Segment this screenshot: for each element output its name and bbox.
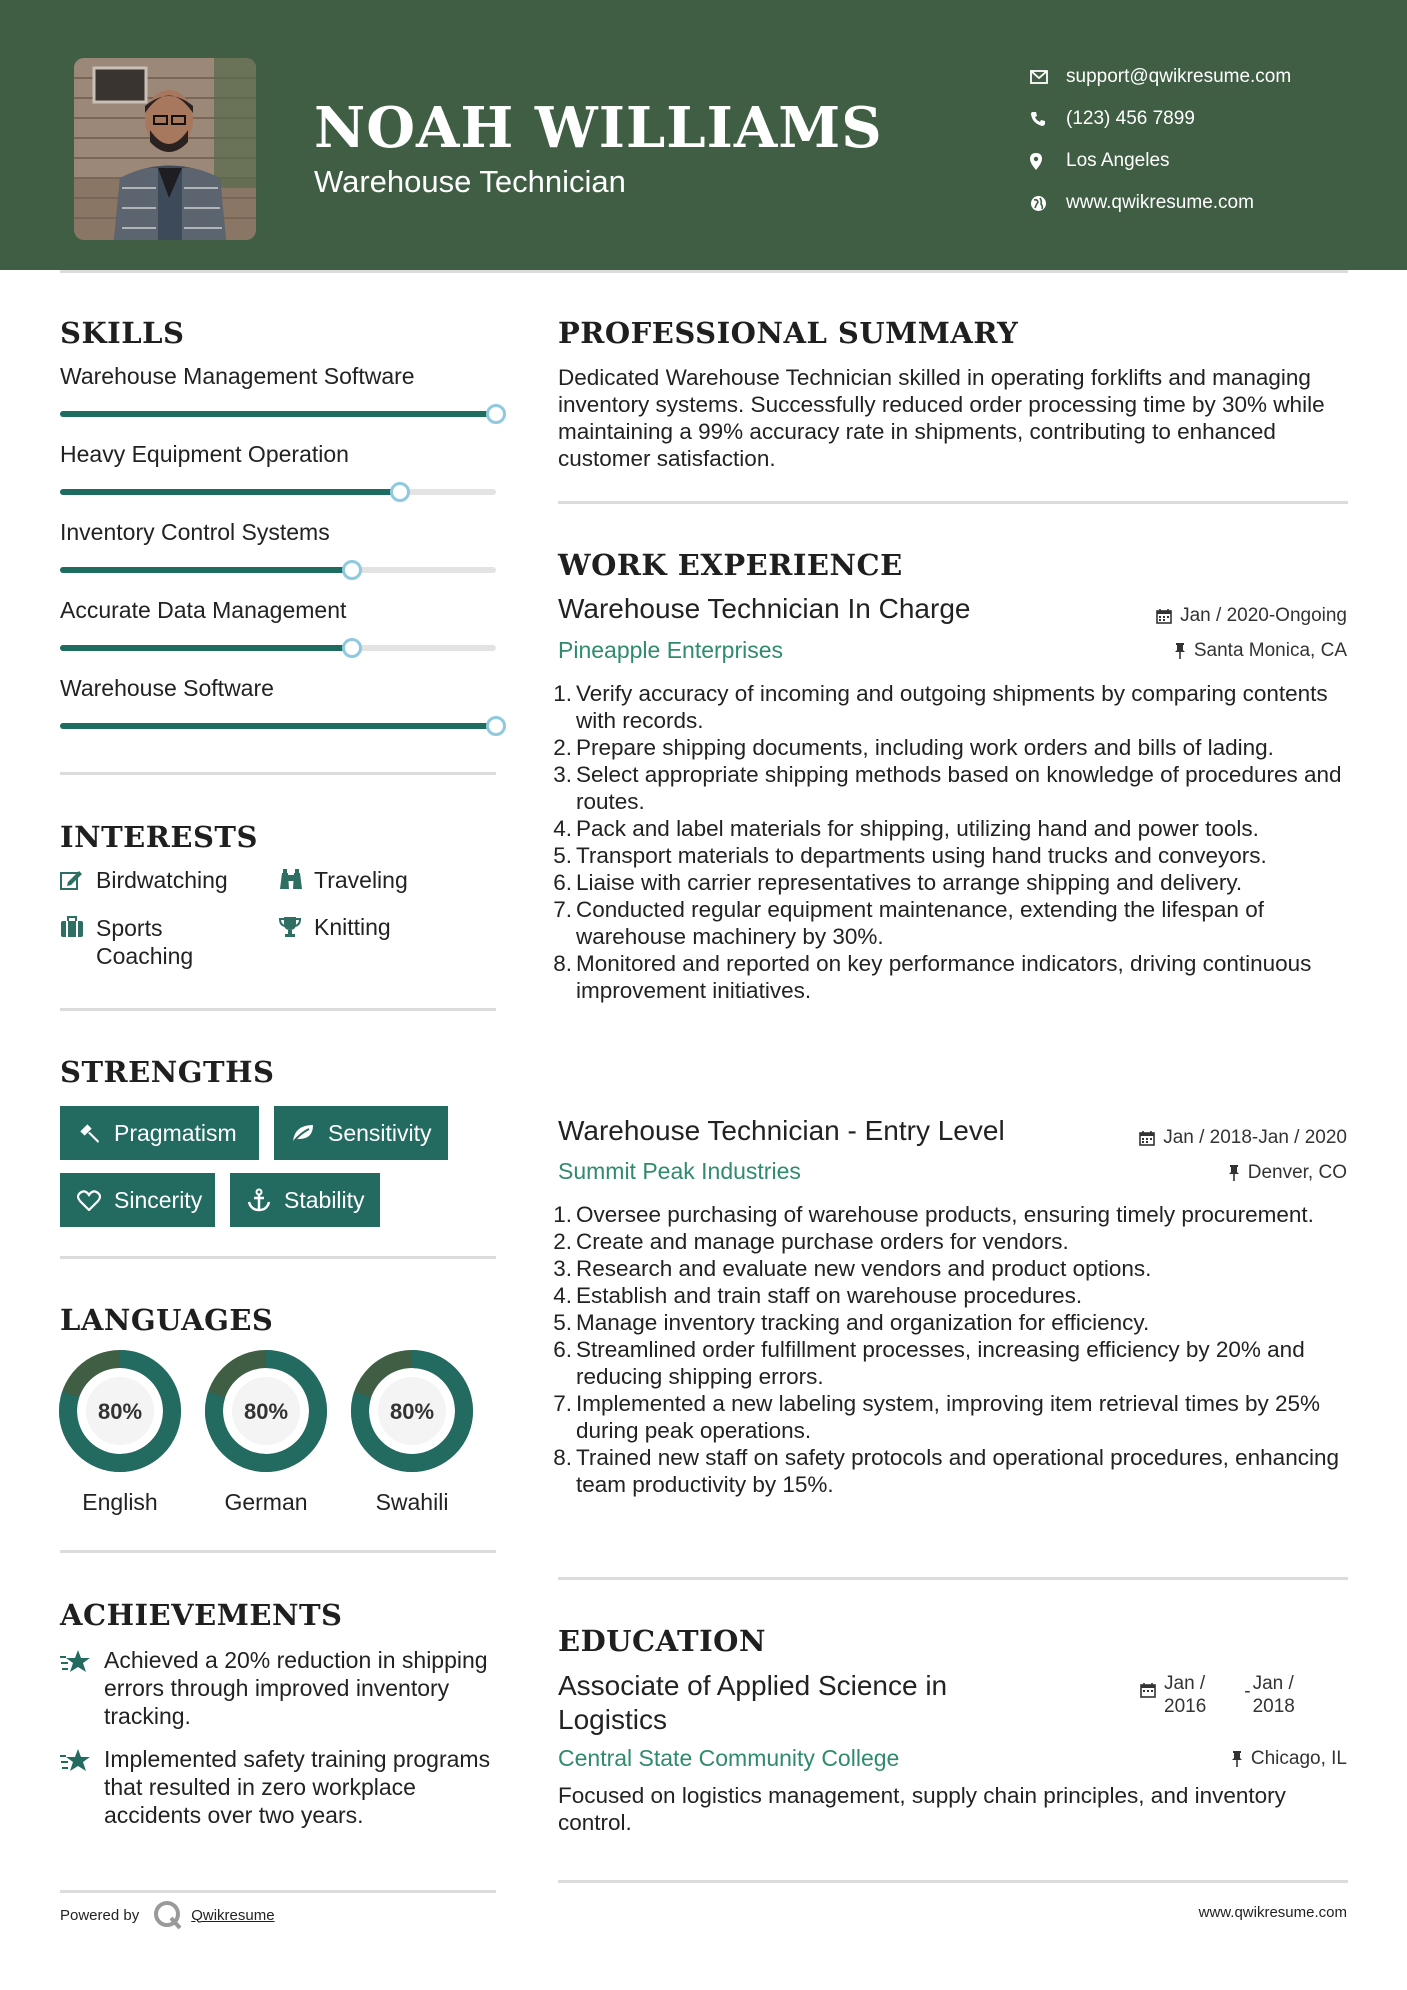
- skill-bar: [60, 723, 496, 729]
- skill-label: Heavy Equipment Operation: [60, 441, 349, 467]
- envelope-icon: [1030, 70, 1066, 84]
- achievement-text: Implemented safety training programs that resulted in zero workplace accidents over two years.: [104, 1746, 491, 1828]
- globe-icon: [1030, 195, 1066, 212]
- map-pin-icon: [1030, 153, 1066, 170]
- interest-label: Birdwatching: [96, 867, 228, 893]
- strength-tag: [230, 1173, 380, 1227]
- achievement-item: [60, 1646, 500, 1730]
- duty-item: Trained new staff on safety protocols and operational procedures, enhancing team productivity by 15%.: [576, 1445, 1339, 1497]
- contact-phone[interactable]: [1030, 98, 1291, 140]
- education-end-month: Jan /: [1252, 1673, 1294, 1694]
- strength-tag: [60, 1106, 259, 1160]
- language-ring: [205, 1350, 327, 1472]
- duty-item: Conducted regular equipment maintenance, extending the lifespan of warehouse machinery by 30%.: [576, 897, 1264, 949]
- duty-item: Implemented a new labeling system, improving item retrieval times by 25% during peak operations.: [576, 1391, 1321, 1443]
- language-ring: [351, 1350, 473, 1472]
- contact-phone-text: (123) 456 7899: [1066, 108, 1195, 129]
- job-location: [1228, 1162, 1347, 1184]
- section-divider: [60, 1890, 496, 1893]
- skill-label: Warehouse Management Software: [60, 363, 415, 389]
- company-name: Summit Peak Industries: [558, 1158, 801, 1184]
- strength-tag: [60, 1173, 215, 1227]
- strength-label: Pragmatism: [114, 1119, 237, 1146]
- phone-icon: [1030, 111, 1066, 127]
- education-start-year: 2016: [1164, 1696, 1207, 1717]
- interests-heading: INTERESTS: [60, 820, 258, 854]
- skills-heading: SKILLS: [60, 316, 185, 350]
- skill-bar-knob: [390, 482, 410, 502]
- skill-label: Accurate Data Management: [60, 597, 347, 623]
- skill-bar: [60, 645, 496, 651]
- duty-item: Create and manage purchase orders for vendors.: [576, 1229, 1069, 1254]
- candidate-title: Warehouse Technician: [314, 164, 626, 199]
- language-ring: [59, 1350, 181, 1472]
- interest-label: Traveling: [314, 867, 408, 893]
- binoculars-icon: [278, 867, 314, 897]
- language-name: English: [82, 1489, 158, 1515]
- footer-website-link[interactable]: www.qwikresume.com: [1198, 1904, 1347, 1921]
- duty-item: Prepare shipping documents, including work orders and bills of lading.: [576, 735, 1274, 760]
- skill-bar-fill: [60, 645, 352, 651]
- skill-bar-knob: [342, 560, 362, 580]
- duty-list: [558, 680, 1348, 1004]
- skill-bar-knob: [486, 404, 506, 424]
- language-item: [205, 1350, 327, 1516]
- contact-website[interactable]: [1030, 182, 1291, 224]
- degree-title: Associate of Applied Science in Logistics: [558, 1670, 948, 1735]
- education-location: [1231, 1748, 1347, 1770]
- job-dates-text: Jan / 2018-Jan / 2020: [1163, 1127, 1347, 1148]
- contact-list: [1030, 56, 1291, 224]
- section-divider: [558, 1880, 1348, 1883]
- header-divider: [60, 270, 1348, 273]
- strength-label: Sensitivity: [328, 1119, 432, 1146]
- strength-label: Stability: [284, 1186, 365, 1213]
- qwikresume-logo-icon: [153, 1900, 183, 1930]
- summary-text: Dedicated Warehouse Technician skilled in operating forklifts and managing inventory systems. Successfully reduced order processing time by 30% while maintaining a 99% accuracy rate in shipments, contributing to enhanced customer satisfaction.: [558, 365, 1325, 471]
- job-dates: [1139, 1127, 1347, 1149]
- education-description: Focused on logistics management, supply chain principles, and inventory control.: [558, 1783, 1286, 1835]
- achievement-text: Achieved a 20% reduction in shipping errors through improved inventory tracking.: [104, 1647, 488, 1729]
- education-heading: EDUCATION: [558, 1624, 766, 1658]
- duty-list: [558, 1201, 1348, 1498]
- interest-label: Sports Coaching: [96, 915, 194, 969]
- education-start: [1164, 1672, 1206, 1718]
- calendar-icon: [1156, 608, 1172, 624]
- company-name: Pineapple Enterprises: [558, 637, 784, 663]
- skill-label: Warehouse Software: [60, 675, 274, 701]
- section-divider: [60, 1256, 496, 1259]
- contact-email[interactable]: [1030, 56, 1291, 98]
- skill-label: Inventory Control Systems: [60, 519, 330, 545]
- section-divider: [558, 1577, 1348, 1580]
- leaf-icon: [286, 1123, 320, 1143]
- skill-bar-fill: [60, 489, 400, 495]
- duty-item: Verify accuracy of incoming and outgoing shipments by comparing contents with records.: [576, 681, 1328, 733]
- powered-by-label: Powered by: [60, 1906, 140, 1924]
- interest-item: [60, 867, 228, 897]
- language-percent: 80%: [243, 1399, 289, 1424]
- skill-bar: [60, 411, 496, 417]
- section-divider: [60, 772, 496, 775]
- achievement-item: [60, 1745, 500, 1829]
- star-badge-icon: [60, 1646, 104, 1682]
- star-badge-icon: [60, 1745, 104, 1781]
- school-name: Central State Community College: [558, 1745, 900, 1771]
- skill-bar-knob: [486, 716, 506, 736]
- interest-item: [60, 914, 260, 970]
- skill-bar-fill: [60, 411, 496, 417]
- duty-item: Manage inventory tracking and organization for efficiency.: [576, 1310, 1150, 1335]
- job-dates: [1156, 605, 1347, 627]
- contact-email-text: support@qwikresume.com: [1066, 66, 1292, 87]
- education-end: [1253, 1672, 1295, 1718]
- contact-location: [1030, 140, 1291, 182]
- language-item: [59, 1350, 181, 1516]
- contact-website-text: www.qwikresume.com: [1066, 192, 1254, 213]
- job-location-text: Denver, CO: [1247, 1162, 1347, 1183]
- skill-bar: [60, 489, 496, 495]
- anchor-icon: [242, 1188, 276, 1212]
- calendar-icon: [1139, 1130, 1155, 1146]
- duty-item: Establish and train staff on warehouse procedures.: [576, 1283, 1083, 1308]
- language-name: German: [224, 1489, 308, 1515]
- briefcase-icon: [60, 914, 96, 944]
- edit-icon: [60, 867, 96, 897]
- interest-label: Knitting: [314, 914, 391, 940]
- duty-item: Liaise with carrier representatives to arrange shipping and delivery.: [576, 870, 1243, 895]
- resume-header: [0, 0, 1407, 270]
- duty-item: Pack and label materials for shipping, utilizing hand and power tools.: [576, 816, 1259, 841]
- strength-label: Sincerity: [114, 1186, 203, 1213]
- skill-bar-fill: [60, 723, 496, 729]
- job-title: Warehouse Technician In Charge: [558, 593, 971, 624]
- education-date-dash: -: [1244, 1681, 1251, 1702]
- interest-item: [278, 867, 408, 897]
- language-percent: 80%: [389, 1399, 435, 1424]
- duty-item: Transport materials to departments using hand trucks and conveyors.: [576, 843, 1267, 868]
- pushpin-icon: [1174, 643, 1186, 659]
- duty-item: Monitored and reported on key performance indicators, driving continuous improvement initiatives.: [576, 951, 1312, 1003]
- strengths-heading: STRENGTHS: [60, 1055, 275, 1089]
- job-location: [1174, 640, 1347, 662]
- duty-item: Research and evaluate new vendors and product options.: [576, 1256, 1152, 1281]
- job-location-text: Santa Monica, CA: [1193, 640, 1347, 661]
- skill-bar-fill: [60, 567, 352, 573]
- interest-item: [278, 914, 391, 944]
- section-divider: [558, 501, 1348, 504]
- duty-item: Streamlined order fulfillment processes, increasing efficiency by 20% and reducing shipping errors.: [576, 1337, 1305, 1389]
- gavel-icon: [72, 1122, 106, 1144]
- powered-by: [60, 1900, 275, 1930]
- language-percent: 80%: [97, 1399, 143, 1424]
- education-start-month: Jan /: [1164, 1673, 1206, 1694]
- calendar-icon: [1140, 1682, 1156, 1698]
- section-divider: [60, 1008, 496, 1011]
- profile-photo: [74, 58, 256, 240]
- heart-icon: [72, 1190, 106, 1211]
- duty-item: Select appropriate shipping methods based on knowledge of procedures and routes.: [576, 762, 1342, 814]
- brand-link[interactable]: Qwikresume: [191, 1906, 275, 1924]
- section-divider: [60, 1550, 496, 1553]
- education-end-year: 2018: [1252, 1696, 1295, 1717]
- contact-location-text: Los Angeles: [1066, 150, 1170, 171]
- languages-heading: LANGUAGES: [60, 1303, 274, 1337]
- achievements-heading: ACHIEVEMENTS: [60, 1598, 343, 1632]
- education-dates: [1140, 1672, 1295, 1718]
- skill-bar: [60, 567, 496, 573]
- pushpin-icon: [1228, 1165, 1240, 1181]
- pushpin-icon: [1231, 1751, 1243, 1767]
- summary-heading: PROFESSIONAL SUMMARY: [558, 316, 1019, 350]
- experience-heading: WORK EXPERIENCE: [558, 548, 903, 582]
- trophy-icon: [278, 914, 314, 944]
- job-title: Warehouse Technician - Entry Level: [558, 1115, 1005, 1146]
- duty-item: Oversee purchasing of warehouse products, ensuring timely procurement.: [576, 1202, 1314, 1227]
- language-item: [351, 1350, 473, 1516]
- strength-tag: [274, 1106, 448, 1160]
- candidate-name: NOAH WILLIAMS: [314, 95, 883, 161]
- job-dates-text: Jan / 2020-Ongoing: [1180, 605, 1347, 626]
- skill-bar-knob: [342, 638, 362, 658]
- language-name: Swahili: [375, 1489, 449, 1515]
- education-location-text: Chicago, IL: [1250, 1748, 1347, 1769]
